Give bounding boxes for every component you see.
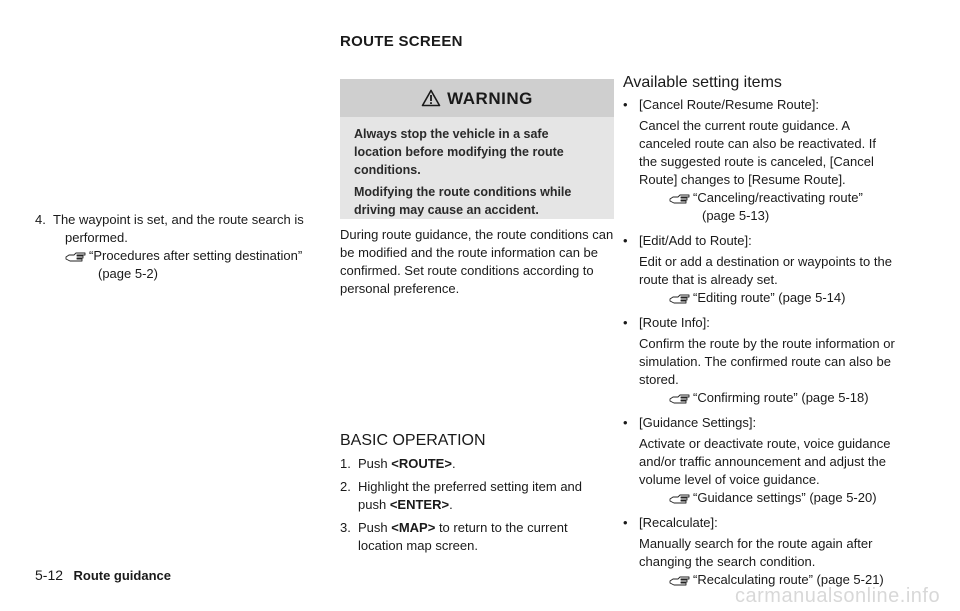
item-1-label: [Cancel Route/Resume Route]: [639, 97, 819, 112]
step-1-period: . [451, 456, 456, 471]
item-1-reference-page: (page 5-13) [702, 208, 770, 223]
reference-hand-icon [669, 572, 691, 586]
warning-p1-line1: Always stop the vehicle in a safe [354, 127, 549, 141]
step-3-text-rest: to return to the current [435, 520, 568, 535]
bullet: • [623, 97, 628, 112]
warning-p2-line1: Modifying the route conditions while [354, 185, 572, 199]
page-title: ROUTE SCREEN [340, 33, 463, 50]
watermark: carmanualsonline.info [735, 585, 941, 607]
item-3-label: [Route Info]: [639, 315, 710, 330]
list-item [623, 414, 923, 507]
step-2-number: 2. [340, 479, 351, 494]
intro-line3: confirmed. Set route conditions according to [340, 263, 594, 278]
page-number: 5-12 [35, 567, 64, 583]
reference-hand-icon [669, 290, 691, 304]
step-1-text: Push [358, 456, 392, 471]
warning-p2-line2: driving may cause an accident. [354, 203, 539, 217]
item-3-desc-line1: Confirm the route by the route information or [639, 336, 895, 351]
map-key: <MAP> [391, 520, 436, 535]
item-2-desc-line2: route that is already set. [639, 272, 778, 287]
item-5-desc-line2: changing the search condition. [639, 554, 816, 569]
enter-key: <ENTER> [389, 497, 450, 512]
reference-hand-icon [669, 490, 691, 504]
step-4-reference-page: (page 5-2) [98, 266, 158, 281]
step-2-text: push [358, 497, 390, 512]
item-4-desc-line2: and/or traffic announcement and adjust the [639, 454, 886, 469]
intro-line2: be modified and the route information can be [340, 245, 599, 260]
step-1-number: 1. [340, 456, 351, 471]
warning-p1-line3: conditions. [354, 163, 421, 177]
step-3-number: 3. [340, 520, 351, 535]
bullet: • [623, 515, 628, 530]
intro-paragraph [340, 226, 620, 298]
footer [35, 567, 171, 585]
item-2-reference[interactable]: “Editing route” (page 5-14) [693, 290, 846, 305]
step-4-text-line2: performed. [65, 230, 128, 245]
item-1-desc-line4: Route] changes to [Resume Route]. [639, 172, 846, 187]
item-5-label: [Recalculate]: [639, 515, 718, 530]
bullet: • [623, 415, 628, 430]
bullet: • [623, 233, 628, 248]
item-1-desc-line1: Cancel the current route guidance. A [639, 118, 851, 133]
step-2-period: . [449, 497, 453, 512]
list-item [623, 96, 923, 225]
list-item [623, 314, 923, 407]
warning-p1-line2: location before modifying the route [354, 145, 564, 159]
list-item [623, 232, 923, 307]
item-4-desc-line3: volume level of voice guidance. [639, 472, 820, 487]
item-4-desc-line1: Activate or deactivate route, voice guidance [639, 436, 891, 451]
intro-line1: During route guidance, the route conditions can [340, 227, 614, 242]
reference-hand-icon [669, 390, 691, 404]
step-2-line1: Highlight the preferred setting item and [358, 479, 583, 494]
warning-title [340, 89, 614, 109]
item-3-reference[interactable]: “Confirming route” (page 5-18) [693, 390, 869, 405]
settings-list [623, 96, 923, 589]
step-4-text-line1: The waypoint is set, and the route search is [53, 212, 304, 227]
route-key: <ROUTE> [391, 456, 452, 471]
item-4-label: [Guidance Settings]: [639, 415, 757, 430]
basic-operation-steps [340, 455, 620, 555]
item-5-desc-line1: Manually search for the route again after [639, 536, 873, 551]
warning-title-text: WARNING [447, 89, 533, 108]
warning-box [340, 79, 614, 219]
available-settings-heading: Available setting items [623, 74, 782, 91]
intro-line4: personal preference. [340, 281, 460, 296]
item-4-reference[interactable]: “Guidance settings” (page 5-20) [693, 490, 877, 505]
reference-hand-icon [65, 248, 87, 262]
reference-hand-icon [669, 190, 691, 204]
step-3-text: Push [358, 520, 392, 535]
item-3-desc-line3: stored. [639, 372, 679, 387]
item-3-desc-line2: simulation. The confirmed route can also be [639, 354, 891, 369]
step-4-number: 4. [35, 212, 46, 227]
item-2-label: [Edit/Add to Route]: [639, 233, 752, 248]
item-2-desc-line1: Edit or add a destination or waypoints to the [639, 254, 892, 269]
item-1-desc-line3: the suggested route is canceled, [Cancel [639, 154, 874, 169]
list-item [623, 514, 923, 589]
bullet: • [623, 315, 628, 330]
step-3-line2: location map screen. [358, 538, 478, 553]
item-1-desc-line2: canceled route can also be reactivated. If [639, 136, 877, 151]
section-title: Route guidance [73, 568, 171, 583]
step-4 [35, 211, 325, 283]
basic-operation-heading: BASIC OPERATION [340, 432, 486, 449]
step-4-reference[interactable]: “Procedures after setting destination” [89, 248, 303, 263]
item-5-reference[interactable]: “Recalculating route” (page 5-21) [693, 572, 884, 587]
warning-triangle-icon [421, 89, 441, 107]
item-1-reference[interactable]: “Canceling/reactivating route” [693, 190, 863, 205]
